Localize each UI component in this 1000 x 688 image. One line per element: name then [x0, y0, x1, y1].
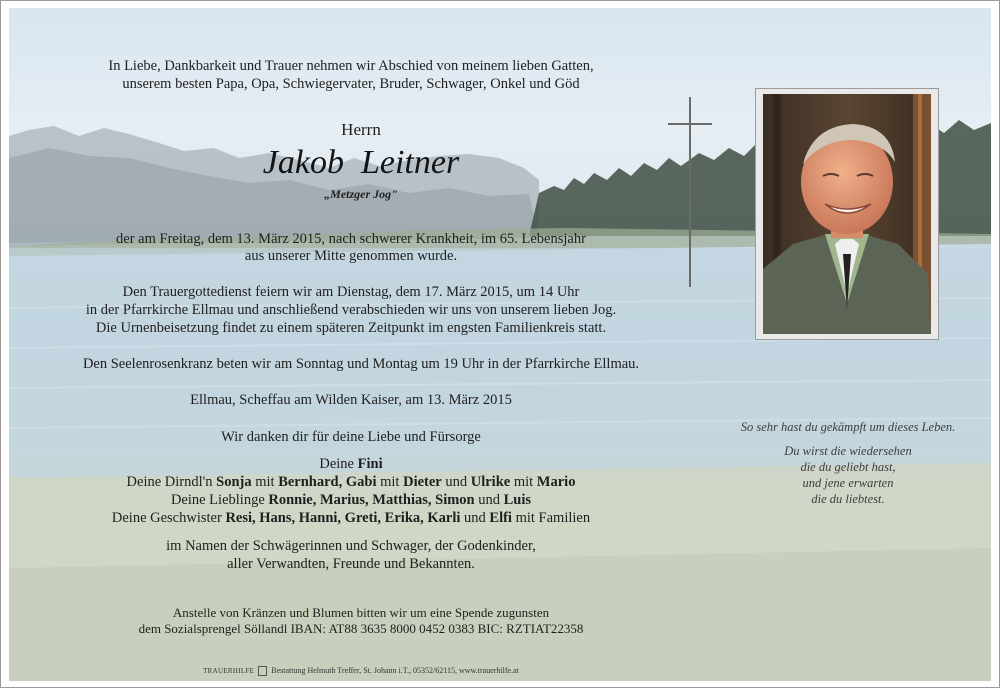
- service-line-1: Den Trauergottedienst feiern wir am Dienstag, dem 17. März 2015, um 14 Uhr: [122, 284, 580, 300]
- family-wife: [21, 455, 681, 473]
- quote-line-3: die du geliebt hast,: [800, 460, 896, 474]
- death-line-2: aus unserer Mitte genommen wurde.: [244, 248, 458, 264]
- wife-name: Fini: [357, 456, 383, 472]
- grandchild-last: Luis: [503, 492, 532, 508]
- donation-line-1: Anstelle von Kränzen und Blumen bitten wir um eine Spende zugunsten: [172, 605, 550, 620]
- footer-text: Bestattung Helmuth Treffer, St. Johann i.T., 05352/62115, www.trauerhilfe.at: [271, 666, 519, 675]
- nickname: „Metzger Jog": [324, 187, 398, 201]
- footer: [151, 666, 571, 676]
- grandchildren-prefix: Deine Lieblinge: [170, 492, 269, 508]
- child-name: Bernhard, Gabi: [278, 474, 377, 490]
- cross-bar: [668, 123, 712, 125]
- portrait-frame: [755, 88, 939, 340]
- child-name: Mario: [536, 474, 576, 490]
- child-name: Ulrike: [470, 474, 511, 490]
- intro-line-2: unserem besten Papa, Opa, Schwiegervater, Bruder, Schwager, Onkel und Göd: [122, 76, 580, 92]
- quote-line-2: Du wirst die wiedersehen: [784, 444, 912, 458]
- thanks-text: Wir danken dir für deine Liebe und Fürsorge: [221, 429, 481, 445]
- quote-line-1: So sehr hast du gekämpft um dieses Leben.: [740, 420, 956, 434]
- cross-icon: [689, 97, 691, 287]
- service-line-3: Die Urnenbeisetzung findet zu einem späteren Zeitpunkt im engsten Familienkreis statt.: [95, 320, 607, 336]
- salutation: Herrn: [341, 120, 381, 139]
- family-children: [21, 473, 681, 491]
- place-date: Ellmau, Scheffau am Wilden Kaiser, am 13. März 2015: [190, 392, 512, 408]
- relatives-line-2: aller Verwandten, Freunde und Bekannten.: [227, 556, 475, 572]
- child-name: Dieter: [403, 474, 442, 490]
- siblings-join: und: [460, 510, 490, 526]
- relatives-line-1: im Namen der Schwägerinnen und Schwager, der Godenkinder,: [166, 538, 536, 554]
- children-join: mit: [251, 474, 279, 490]
- children-join: mit: [376, 474, 404, 490]
- grandchildren-join: und: [474, 492, 504, 508]
- child-name: Sonja: [216, 474, 252, 490]
- wife-prefix: Deine: [319, 456, 358, 472]
- portrait-illustration: [763, 94, 931, 334]
- sibling-last: Elfi: [489, 510, 512, 526]
- quote-line-5: die du liebtest.: [811, 492, 885, 506]
- family-siblings: [21, 509, 681, 527]
- intro-line-1: In Liebe, Dankbarkeit und Trauer nehmen wir Abschied von meinem lieben Gatten,: [108, 58, 594, 74]
- rosary-text: Den Seelenrosenkranz beten wir am Sonntag und Montag um 19 Uhr in der Pfarrkirche Ellmau.: [82, 356, 640, 372]
- siblings-suffix: mit Familien: [511, 510, 591, 526]
- service-line-2: in der Pfarrkirche Ellmau und anschließend verabschieden wir uns von unserem lieben Jog.: [85, 302, 617, 318]
- children-join: mit: [510, 474, 537, 490]
- deceased-name: Jakob Leitner: [262, 144, 460, 181]
- siblings-names: Resi, Hans, Hanni, Greti, Erika, Karli: [225, 510, 461, 526]
- brand-logo-icon: [258, 666, 267, 676]
- siblings-prefix: Deine Geschwister: [111, 510, 226, 526]
- children-prefix: Deine Dirndl'n: [126, 474, 217, 490]
- footer-brand: TRAUERHILFE: [203, 667, 255, 675]
- portrait-photo: [763, 94, 931, 334]
- donation-line-2: dem Sozialsprengel Söllandl IBAN: AT88 3635 8000 0452 0383 BIC: RZTIAT22358: [138, 621, 584, 636]
- family-grandchildren: [21, 491, 681, 509]
- grandchildren-names: Ronnie, Marius, Matthias, Simon: [268, 492, 475, 508]
- children-join: und: [441, 474, 471, 490]
- death-line-1: der am Freitag, dem 13. März 2015, nach schwerer Krankheit, im 65. Lebensjahr: [116, 231, 586, 247]
- quote-line-4: und jene erwarten: [802, 476, 894, 490]
